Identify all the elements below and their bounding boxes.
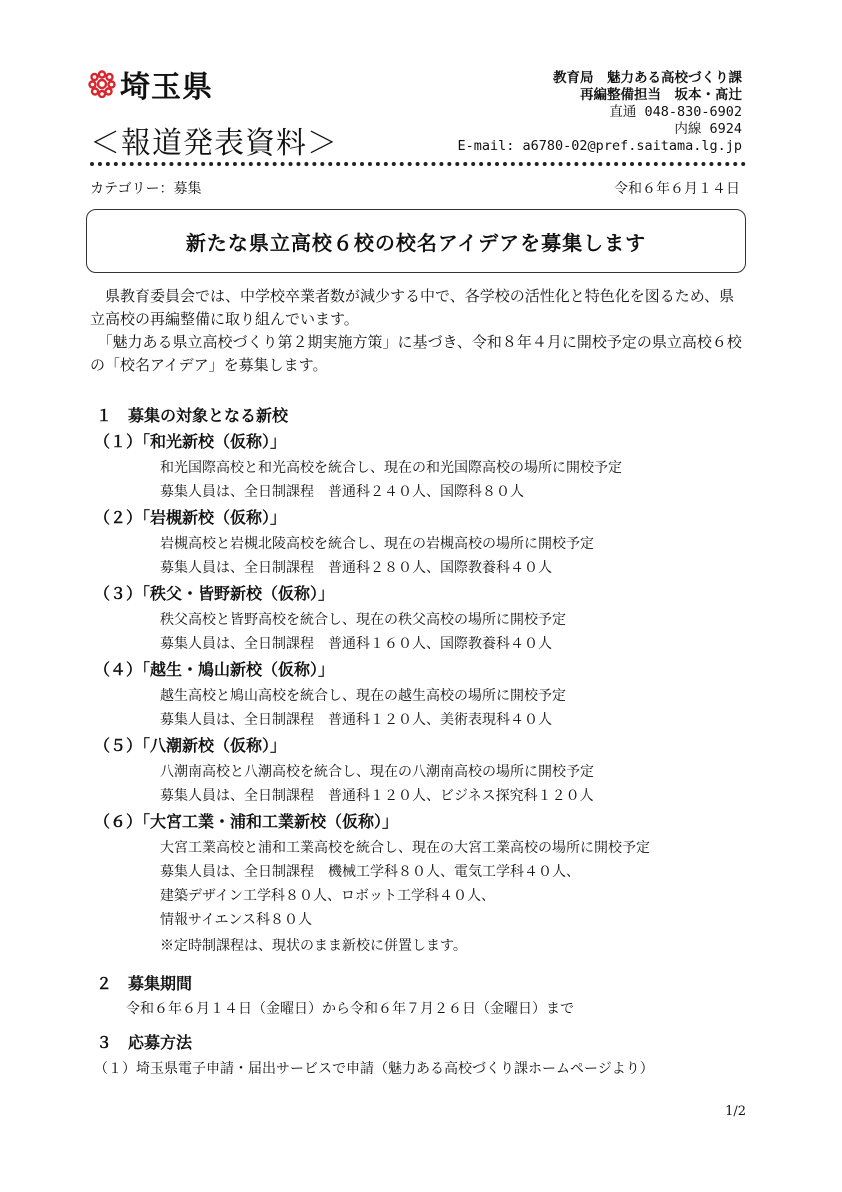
title-box [86, 209, 746, 273]
school-1-detail-2: 募集人員は、全日制課程 普通科２４０人、国際科８０人 [160, 484, 524, 500]
school-6-name: 「大宮工業・浦和工業新校（仮称）」 [142, 812, 399, 831]
school-6-detail-2: 募集人員は、全日制課程 機械工学科８０人、電気工学科４０人、 [160, 864, 580, 880]
section-3-heading: ３ 応募方法 [96, 1033, 193, 1052]
school-3-detail-2: 募集人員は、全日制課程 普通科１６０人、国際教養科４０人 [160, 636, 552, 652]
intro-paragraph-1: 県教育委員会では、中学校卒業者数が減少する中で、各学校の活性化と特色化を図るため、県立高校の再編整備に取り組んでいます。 [90, 287, 735, 328]
school-3-number: （３） [94, 584, 143, 603]
school-3-heading [94, 581, 334, 604]
application-period: 令和６年６月１４日（金曜日）から令和６年７月２６日（金曜日）まで [126, 1001, 574, 1017]
school-4-detail-1: 越生高校と鳩山高校を統合し、現在の越生高校の場所に開校予定 [160, 688, 566, 704]
school-5-detail-2: 募集人員は、全日制課程 普通科１２０人、ビジネス探究科１２０人 [160, 788, 594, 804]
school-1-detail-1: 和光国際高校と和光高校を統合し、現在の和光国際高校の場所に開校予定 [160, 460, 622, 476]
prefecture-logo [88, 62, 213, 106]
contact-extension: 内線 6924 [674, 121, 742, 137]
school-2-heading [94, 505, 286, 528]
contact-block [458, 70, 742, 155]
release-title: ＜報道発表資料＞ [90, 126, 338, 161]
saitama-emblem-icon [88, 70, 116, 98]
contact-department: 教育局 魅力ある高校づくり課 [553, 70, 742, 86]
application-method-1: （１）埼玉県電子申請・届出サービスで申請（魅力ある高校づくり課ホームページより） [94, 1061, 654, 1077]
school-3-name: 「秩父・皆野新校（仮称）」 [142, 584, 335, 603]
school-2-detail-1: 岩槻高校と岩槻北陵高校を統合し、現在の岩槻高校の場所に開校予定 [160, 536, 594, 552]
school-2-detail-2: 募集人員は、全日制課程 普通科２８０人、国際教養科４０人 [160, 560, 552, 576]
school-1-name: 「和光新校（仮称）」 [142, 432, 287, 451]
intro-paragraphs [90, 285, 746, 377]
school-5-heading [94, 733, 286, 756]
school-6-detail-1: 大宮工業高校と浦和工業高校を統合し、現在の大宮工業高校の場所に開校予定 [160, 840, 650, 856]
school-6-heading [94, 809, 398, 832]
school-2-number: （２） [94, 508, 143, 527]
category-label: カテゴリー：募集 [90, 181, 202, 197]
contact-person: 再編整備担当 坂本・髙辻 [580, 87, 742, 103]
school-3-detail-1: 秩父高校と皆野高校を統合し、現在の秩父高校の場所に開校予定 [160, 612, 566, 628]
school-1-heading [94, 429, 286, 452]
section-1-heading: １ 募集の対象となる新校 [96, 406, 289, 425]
page-number: 1/2 [725, 1104, 746, 1119]
school-5-number: （５） [94, 736, 143, 755]
school-6-note: ※定時制課程は、現状のまま新校に併置します。 [160, 938, 467, 954]
school-5-name: 「八潮新校（仮称）」 [142, 736, 287, 755]
school-5-detail-1: 八潮南高校と八潮高校を統合し、現在の八潮南高校の場所に開校予定 [160, 764, 594, 780]
section-2-heading: ２ 募集期間 [96, 974, 193, 993]
school-4-name: 「越生・鳩山新校（仮称）」 [142, 660, 335, 679]
school-2-name: 「岩槻新校（仮称）」 [142, 508, 287, 527]
school-6-detail-4: 情報サイエンス科８０人 [160, 912, 313, 928]
school-4-number: （４） [94, 660, 143, 679]
org-name: 埼玉県 [120, 70, 213, 105]
document-title: 新たな県立高校６校の校名アイデアを募集します [185, 230, 647, 255]
school-6-number: （６） [94, 812, 143, 831]
school-4-heading [94, 657, 334, 680]
school-4-detail-2: 募集人員は、全日制課程 普通科１２０人、美術表現科４０人 [160, 712, 552, 728]
release-date: 令和６年６月１４日 [614, 181, 740, 197]
contact-phone: 直通 048-830-6902 [609, 104, 742, 120]
intro-paragraph-2: 「魅力ある県立高校づくり第２期実施方策」に基づき、令和８年４月に開校予定の県立高校６校の「校名アイデア」を募集します。 [90, 333, 742, 374]
school-6-detail-3: 建築デザイン工学科８０人、ロボット工学科４０人、 [160, 888, 496, 904]
school-1-number: （１） [94, 432, 143, 451]
contact-email: E-mail: a6780-02@pref.saitama.lg.jp [457, 138, 742, 154]
dotted-divider [90, 162, 746, 166]
